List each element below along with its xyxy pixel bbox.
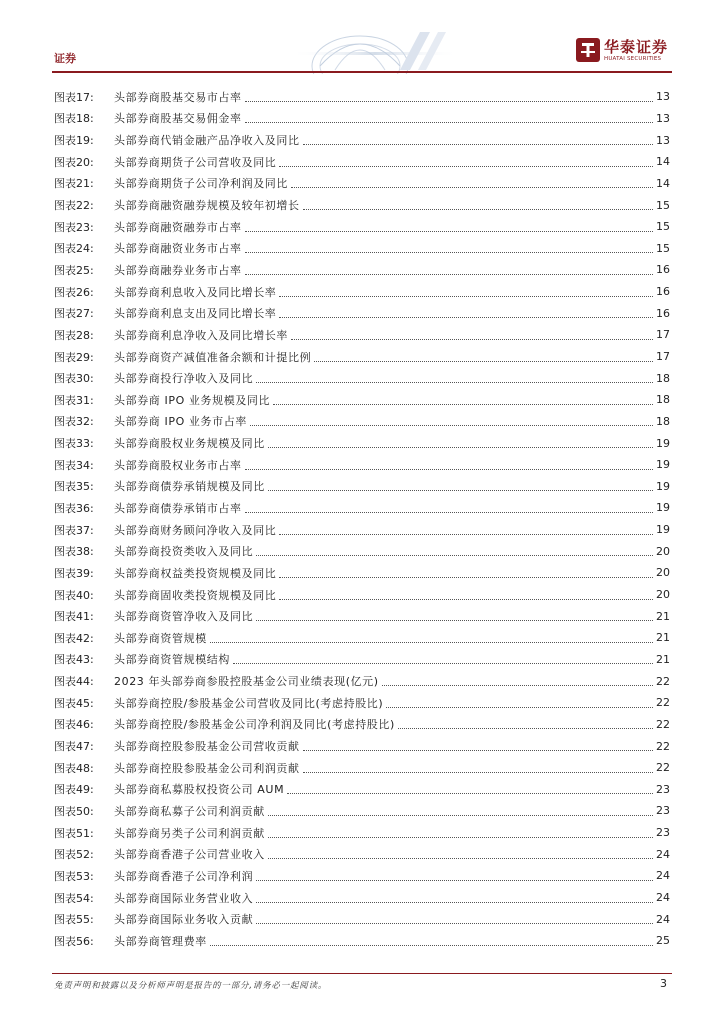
header-divider bbox=[52, 71, 672, 73]
toc-entry-title: 头部券商利息净收入及同比增长率 bbox=[114, 328, 288, 342]
toc-entry-title: 头部券商香港子公司净利润 bbox=[114, 869, 254, 883]
toc-entry-title: 头部券商国际业务营业收入 bbox=[114, 891, 254, 905]
toc-leader-dots bbox=[245, 121, 653, 123]
toc-entry-title: 头部券商 IPO 业务市占率 bbox=[114, 415, 247, 429]
toc-leader-dots bbox=[245, 511, 653, 513]
toc-entry[interactable] bbox=[54, 173, 670, 195]
toc-entry-title: 头部券商投资类收入及同比 bbox=[114, 545, 254, 559]
toc-entry-page: 24 bbox=[656, 869, 670, 883]
toc-entry-number: 图表45: bbox=[54, 696, 94, 710]
toc-entry-page: 19 bbox=[656, 479, 670, 493]
toc-entry-title: 头部券商股基交易市占率 bbox=[114, 90, 242, 104]
toc-entry[interactable] bbox=[54, 324, 670, 346]
toc-entry-page: 24 bbox=[656, 847, 670, 861]
toc-entry-title: 头部券商私募子公司利润贡献 bbox=[114, 804, 265, 818]
toc-entry-number: 图表54: bbox=[54, 891, 94, 905]
table-of-figures bbox=[54, 86, 670, 952]
toc-entry[interactable] bbox=[54, 454, 670, 476]
toc-entry-page: 18 bbox=[656, 414, 670, 428]
toc-entry-number: 图表38: bbox=[54, 545, 94, 559]
toc-leader-dots bbox=[245, 468, 653, 470]
header-section-label: 证券 bbox=[54, 52, 76, 65]
toc-entry-page: 20 bbox=[656, 588, 670, 602]
toc-entry-page: 22 bbox=[656, 761, 670, 775]
toc-entry-page: 19 bbox=[656, 458, 670, 472]
toc-entry[interactable] bbox=[54, 584, 670, 606]
toc-entry-title: 头部券商利息收入及同比增长率 bbox=[114, 285, 277, 299]
toc-entry-title: 头部券商香港子公司营业收入 bbox=[114, 848, 265, 862]
page-header bbox=[0, 0, 724, 78]
toc-entry[interactable] bbox=[54, 670, 670, 692]
toc-entry-page: 18 bbox=[656, 371, 670, 385]
toc-leader-dots bbox=[250, 424, 653, 426]
toc-entry[interactable] bbox=[54, 237, 670, 259]
toc-entry-title: 2023 年头部券商参股控股基金公司业绩表现(亿元) bbox=[114, 675, 379, 689]
toc-entry[interactable] bbox=[54, 281, 670, 303]
toc-entry-page: 14 bbox=[656, 176, 670, 190]
toc-entry-number: 图表50: bbox=[54, 804, 94, 818]
toc-entry-number: 图表56: bbox=[54, 934, 94, 948]
toc-leader-dots bbox=[303, 749, 653, 751]
toc-leader-dots bbox=[245, 251, 653, 253]
toc-entry[interactable] bbox=[54, 302, 670, 324]
toc-leader-dots bbox=[303, 771, 653, 773]
toc-entry-title: 头部券商控股/参股基金公司净利润及同比(考虑持股比) bbox=[114, 718, 395, 732]
toc-leader-dots bbox=[245, 273, 653, 275]
toc-entry-title: 头部券商期货子公司营收及同比 bbox=[114, 155, 277, 169]
toc-entry-title: 头部券商股基交易佣金率 bbox=[114, 112, 242, 126]
toc-entry[interactable] bbox=[54, 822, 670, 844]
toc-entry-page: 24 bbox=[656, 912, 670, 926]
toc-entry-number: 图表39: bbox=[54, 566, 94, 580]
toc-leader-dots bbox=[268, 814, 653, 816]
toc-entry-title: 头部券商财务顾问净收入及同比 bbox=[114, 523, 277, 537]
toc-entry[interactable] bbox=[54, 389, 670, 411]
toc-entry-number: 图表17: bbox=[54, 90, 94, 104]
toc-leader-dots bbox=[382, 684, 653, 686]
toc-entry-number: 图表29: bbox=[54, 350, 94, 364]
toc-leader-dots bbox=[291, 186, 653, 188]
toc-leader-dots bbox=[303, 208, 653, 210]
toc-entry-number: 图表27: bbox=[54, 307, 94, 321]
header-decorative-graphic bbox=[290, 22, 460, 74]
toc-entry-page: 13 bbox=[656, 111, 670, 125]
toc-entry-number: 图表23: bbox=[54, 220, 94, 234]
toc-entry-title: 头部券商投行净收入及同比 bbox=[114, 372, 254, 386]
toc-entry[interactable] bbox=[54, 497, 670, 519]
toc-entry-page: 14 bbox=[656, 155, 670, 169]
page-number: 3 bbox=[660, 977, 667, 990]
toc-entry-number: 图表55: bbox=[54, 913, 94, 927]
toc-entry-number: 图表25: bbox=[54, 263, 94, 277]
toc-leader-dots bbox=[256, 901, 653, 903]
toc-leader-dots bbox=[386, 706, 653, 708]
toc-entry-page: 16 bbox=[656, 285, 670, 299]
toc-entry-title: 头部券商国际业务收入贡献 bbox=[114, 913, 254, 927]
toc-entry-page: 13 bbox=[656, 90, 670, 104]
toc-leader-dots bbox=[210, 641, 653, 643]
toc-leader-dots bbox=[268, 489, 653, 491]
toc-entry-title: 头部券商资管规模结构 bbox=[114, 653, 230, 667]
toc-entry[interactable] bbox=[54, 259, 670, 281]
footer-divider bbox=[52, 973, 672, 974]
toc-leader-dots bbox=[233, 662, 653, 664]
huatai-logo bbox=[576, 36, 686, 70]
toc-entry-page: 23 bbox=[656, 804, 670, 818]
footer-disclaimer: 免责声明和披露以及分析师声明是报告的一部分,请务必一起阅读。 bbox=[54, 981, 328, 991]
toc-entry-number: 图表28: bbox=[54, 328, 94, 342]
toc-entry-title: 头部券商债券承销市占率 bbox=[114, 501, 242, 515]
toc-entry-number: 图表32: bbox=[54, 415, 94, 429]
toc-entry-number: 图表24: bbox=[54, 242, 94, 256]
toc-entry-number: 图表43: bbox=[54, 653, 94, 667]
toc-entry-page: 20 bbox=[656, 566, 670, 580]
toc-entry[interactable] bbox=[54, 605, 670, 627]
toc-entry-number: 图表26: bbox=[54, 285, 94, 299]
toc-entry-page: 22 bbox=[656, 696, 670, 710]
toc-entry-number: 图表47: bbox=[54, 740, 94, 754]
toc-entry[interactable] bbox=[54, 216, 670, 238]
toc-entry-number: 图表34: bbox=[54, 458, 94, 472]
toc-entry-title: 头部券商管理费率 bbox=[114, 934, 207, 948]
toc-leader-dots bbox=[291, 338, 653, 340]
toc-entry-number: 图表21: bbox=[54, 177, 94, 191]
toc-entry-number: 图表42: bbox=[54, 631, 94, 645]
toc-entry-number: 图表53: bbox=[54, 869, 94, 883]
toc-entry-page: 21 bbox=[656, 609, 670, 623]
toc-entry-title: 头部券商融资融券规模及较年初增长 bbox=[114, 199, 300, 213]
toc-entry-title: 头部券商期货子公司净利润及同比 bbox=[114, 177, 288, 191]
toc-leader-dots bbox=[287, 792, 653, 794]
toc-entry[interactable] bbox=[54, 562, 670, 584]
toc-entry[interactable] bbox=[54, 108, 670, 130]
toc-entry-title: 头部券商代销金融产品净收入及同比 bbox=[114, 134, 300, 148]
toc-entry-page: 16 bbox=[656, 263, 670, 277]
toc-entry-title: 头部券商 IPO 业务规模及同比 bbox=[114, 393, 271, 407]
toc-entry-title: 头部券商另类子公司利润贡献 bbox=[114, 826, 265, 840]
logo-chinese-text: 华泰证券 bbox=[604, 38, 669, 56]
toc-entry-number: 图表35: bbox=[54, 480, 94, 494]
toc-leader-dots bbox=[303, 143, 653, 145]
toc-entry-number: 图表33: bbox=[54, 437, 94, 451]
toc-entry-page: 22 bbox=[656, 674, 670, 688]
toc-leader-dots bbox=[279, 576, 653, 578]
toc-entry-title: 头部券商股权业务市占率 bbox=[114, 458, 242, 472]
toc-entry-page: 15 bbox=[656, 198, 670, 212]
toc-entry-page: 21 bbox=[656, 652, 670, 666]
toc-entry-page: 23 bbox=[656, 826, 670, 840]
toc-entry-number: 图表46: bbox=[54, 718, 94, 732]
toc-leader-dots bbox=[279, 295, 653, 297]
toc-entry-page: 20 bbox=[656, 544, 670, 558]
toc-entry[interactable] bbox=[54, 194, 670, 216]
toc-entry-page: 17 bbox=[656, 328, 670, 342]
toc-entry-title: 头部券商权益类投资规模及同比 bbox=[114, 566, 277, 580]
toc-entry-title: 头部券商资管规模 bbox=[114, 631, 207, 645]
toc-leader-dots bbox=[245, 230, 653, 232]
toc-entry[interactable] bbox=[54, 346, 670, 368]
toc-entry-page: 13 bbox=[656, 133, 670, 147]
toc-leader-dots bbox=[279, 316, 653, 318]
toc-entry-page: 21 bbox=[656, 631, 670, 645]
toc-entry-number: 图表30: bbox=[54, 372, 94, 386]
toc-entry-page: 16 bbox=[656, 306, 670, 320]
toc-entry[interactable] bbox=[54, 800, 670, 822]
toc-entry-page: 17 bbox=[656, 350, 670, 363]
toc-entry-number: 图表20: bbox=[54, 155, 94, 169]
toc-entry-page: 19 bbox=[656, 501, 670, 515]
toc-entry[interactable] bbox=[54, 540, 670, 562]
toc-entry-title: 头部券商利息支出及同比增长率 bbox=[114, 307, 277, 321]
toc-entry-page: 18 bbox=[656, 393, 670, 407]
toc-leader-dots bbox=[268, 836, 653, 838]
toc-leader-dots bbox=[268, 446, 653, 448]
toc-entry[interactable] bbox=[54, 779, 670, 801]
toc-leader-dots bbox=[256, 922, 653, 924]
toc-entry-number: 图表51: bbox=[54, 826, 94, 840]
toc-entry-page: 15 bbox=[656, 220, 670, 234]
toc-entry-page: 24 bbox=[656, 891, 670, 905]
toc-entry-title: 头部券商股权业务规模及同比 bbox=[114, 437, 265, 451]
toc-entry[interactable] bbox=[54, 432, 670, 454]
toc-leader-dots bbox=[279, 598, 653, 600]
toc-entry[interactable] bbox=[54, 411, 670, 433]
toc-entry-title: 头部券商控股参股基金公司营收贡献 bbox=[114, 740, 300, 754]
toc-entry-number: 图表48: bbox=[54, 761, 94, 775]
toc-leader-dots bbox=[210, 944, 653, 946]
toc-leader-dots bbox=[398, 727, 653, 729]
toc-leader-dots bbox=[245, 100, 653, 102]
toc-entry-title: 头部券商融资融券市占率 bbox=[114, 220, 242, 234]
toc-entry[interactable] bbox=[54, 86, 670, 108]
toc-entry-title: 头部券商控股参股基金公司利润贡献 bbox=[114, 761, 300, 775]
toc-entry-page: 23 bbox=[656, 782, 670, 796]
toc-entry-page: 19 bbox=[656, 523, 670, 537]
toc-leader-dots bbox=[256, 554, 653, 556]
toc-entry[interactable] bbox=[54, 367, 670, 389]
toc-entry-title: 头部券商控股/参股基金公司营收及同比(考虑持股比) bbox=[114, 696, 384, 710]
toc-entry-title: 头部券商融资业务市占率 bbox=[114, 242, 242, 256]
toc-entry-number: 图表41: bbox=[54, 610, 94, 624]
toc-entry[interactable] bbox=[54, 519, 670, 541]
toc-entry-number: 图表40: bbox=[54, 588, 94, 602]
toc-entry[interactable] bbox=[54, 865, 670, 887]
toc-entry-title: 头部券商私募股权投资公司 AUM bbox=[114, 783, 285, 797]
toc-leader-dots bbox=[256, 879, 653, 881]
toc-entry-number: 图表18: bbox=[54, 112, 94, 126]
logo-english-text: HUATAI SECURITIES bbox=[604, 56, 662, 62]
toc-entry[interactable] bbox=[54, 757, 670, 779]
toc-entry-number: 图表52: bbox=[54, 848, 94, 862]
toc-entry-title: 头部券商债券承销规模及同比 bbox=[114, 480, 265, 494]
toc-entry-number: 图表19: bbox=[54, 134, 94, 148]
toc-entry[interactable] bbox=[54, 908, 670, 930]
toc-entry-page: 19 bbox=[656, 436, 670, 450]
toc-entry[interactable] bbox=[54, 843, 670, 865]
toc-entry[interactable] bbox=[54, 649, 670, 671]
toc-entry[interactable] bbox=[54, 627, 670, 649]
toc-entry[interactable] bbox=[54, 887, 670, 909]
toc-entry-number: 图表37: bbox=[54, 523, 94, 537]
toc-entry-page: 25 bbox=[656, 934, 670, 948]
toc-leader-dots bbox=[279, 533, 653, 535]
toc-leader-dots bbox=[314, 360, 653, 362]
toc-leader-dots bbox=[256, 619, 653, 621]
toc-entry[interactable] bbox=[54, 692, 670, 714]
toc-entry[interactable] bbox=[54, 151, 670, 173]
toc-entry-number: 图表22: bbox=[54, 199, 94, 213]
toc-entry[interactable] bbox=[54, 735, 670, 757]
toc-leader-dots bbox=[268, 857, 653, 859]
toc-leader-dots bbox=[256, 381, 653, 383]
toc-leader-dots bbox=[273, 403, 653, 405]
toc-entry-number: 图表36: bbox=[54, 501, 94, 515]
toc-entry-title: 头部券商融券业务市占率 bbox=[114, 263, 242, 277]
toc-entry-number: 图表49: bbox=[54, 783, 94, 797]
toc-entry-number: 图表31: bbox=[54, 393, 94, 407]
toc-entry-page: 22 bbox=[656, 739, 670, 753]
huatai-logo-mark-icon bbox=[576, 38, 600, 62]
toc-leader-dots bbox=[279, 165, 653, 167]
toc-entry-page: 15 bbox=[656, 241, 670, 255]
toc-entry[interactable] bbox=[54, 129, 670, 151]
toc-entry-number: 图表44: bbox=[54, 675, 94, 689]
toc-entry[interactable] bbox=[54, 714, 670, 736]
toc-entry-title: 头部券商固收类投资规模及同比 bbox=[114, 588, 277, 602]
toc-entry-title: 头部券商资管净收入及同比 bbox=[114, 610, 254, 624]
toc-entry[interactable] bbox=[54, 476, 670, 498]
toc-entry[interactable] bbox=[54, 930, 670, 952]
toc-entry-page: 22 bbox=[656, 717, 670, 731]
toc-entry-title: 头部券商资产减值准备余额和计提比例 bbox=[114, 350, 312, 364]
